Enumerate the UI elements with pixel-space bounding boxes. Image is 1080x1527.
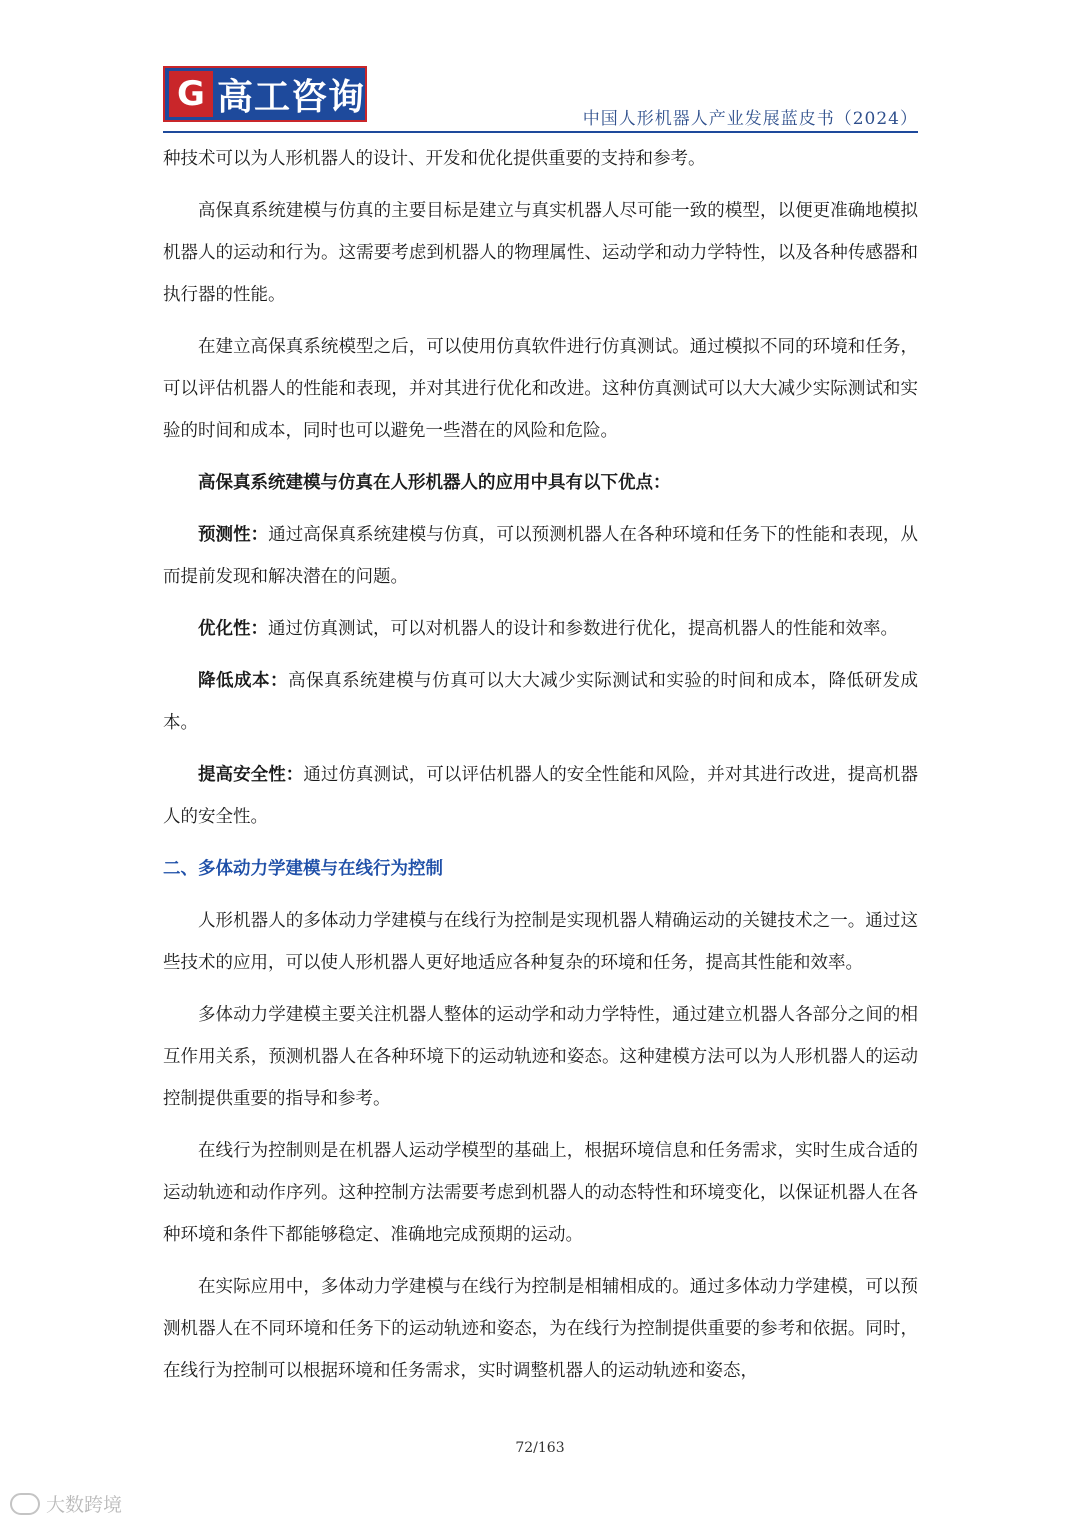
advantage-lead: 降低成本： xyxy=(198,671,289,691)
logo-text: 高工咨询 xyxy=(216,76,365,118)
paragraph: 在实际应用中，多体动力学建模与在线行为控制是相辅相成的。通过多体动力学建模，可以预测机器人在不同环境和任务下的运动轨迹和姿态，为在线行为控制提供重要的参考和依据。同时，在线行为控制可以根据环境和任务需求，实时调整机器人的运动轨迹和姿态， xyxy=(163,1277,918,1381)
paragraph: 人形机器人的多体动力学建模与在线行为控制是实现机器人精确运动的关键技术之一。通过这些技术的应用，可以使人形机器人更好地适应各种复杂的环境和任务，提高其性能和效率。 xyxy=(163,911,918,973)
advantage-item-safety xyxy=(163,754,918,838)
advantage-text: 通过高保真系统建模与仿真，可以预测机器人在各种环境和任务下的性能和表现，从而提前发现和解决潜在的问题。 xyxy=(163,525,918,587)
paragraph: 在线行为控制则是在机器人运动学模型的基础上，根据环境信息和任务需求，实时生成合适的运动轨迹和动作序列。这种控制方法需要考虑到机器人的动态特性和环境变化，以保证机器人在各种环境和条件下都能够稳定、准确地完成预期的运动。 xyxy=(163,1141,918,1245)
page-body xyxy=(163,138,918,1402)
logo-mark: G xyxy=(169,71,213,117)
paragraph: 高保真系统建模与仿真的主要目标是建立与真实机器人尽可能一致的模型，以便更准确地模拟机器人的运动和行为。这需要考虑到机器人的物理属性、运动学和动力学特性，以及各种传感器和执行器的性能。 xyxy=(163,201,918,305)
watermark xyxy=(10,1490,122,1517)
advantage-lead: 优化性： xyxy=(198,619,268,639)
advantage-lead: 预测性： xyxy=(198,525,269,545)
watermark-icon xyxy=(10,1493,40,1515)
advantage-text: 通过仿真测试，可以评估机器人的安全性能和风险，并对其进行改进，提高机器人的安全性。 xyxy=(163,765,918,827)
watermark-text: 大数跨境 xyxy=(46,1494,123,1516)
section-heading: 二、多体动力学建模与在线行为控制 xyxy=(163,859,443,879)
advantage-text: 通过仿真测试，可以对机器人的设计和参数进行优化，提高机器人的性能和效率。 xyxy=(268,619,898,639)
advantage-item-optimization xyxy=(163,608,918,650)
page-number: 72/163 xyxy=(515,1440,565,1456)
paragraph-continued: 种技术可以为人形机器人的设计、开发和优化提供重要的支持和参考。 xyxy=(163,149,706,169)
advantages-intro: 高保真系统建模与仿真在人形机器人的应用中具有以下优点： xyxy=(198,473,671,493)
advantage-item-prediction xyxy=(163,514,918,598)
company-logo xyxy=(163,66,367,122)
paragraph: 多体动力学建模主要关注机器人整体的运动学和动力学特性，通过建立机器人各部分之间的相互作用关系，预测机器人在各种环境下的运动轨迹和姿态。这种建模方法可以为人形机器人的运动控制提供重要的指导和参考。 xyxy=(163,1005,918,1109)
paragraph: 在建立高保真系统模型之后，可以使用仿真软件进行仿真测试。通过模拟不同的环境和任务，可以评估机器人的性能和表现，并对其进行优化和改进。这种仿真测试可以大大减少实际测试和实验的时间和成本，同时也可以避免一些潜在的风险和危险。 xyxy=(163,337,918,441)
document-title: 中国人形机器人产业发展蓝皮书（2024） xyxy=(582,109,918,129)
advantage-text: 高保真系统建模与仿真可以大大减少实际测试和实验的时间和成本，降低研发成本。 xyxy=(163,671,919,733)
header-divider xyxy=(163,131,918,133)
advantage-item-cost xyxy=(163,660,918,744)
advantage-lead: 提高安全性： xyxy=(198,765,304,785)
